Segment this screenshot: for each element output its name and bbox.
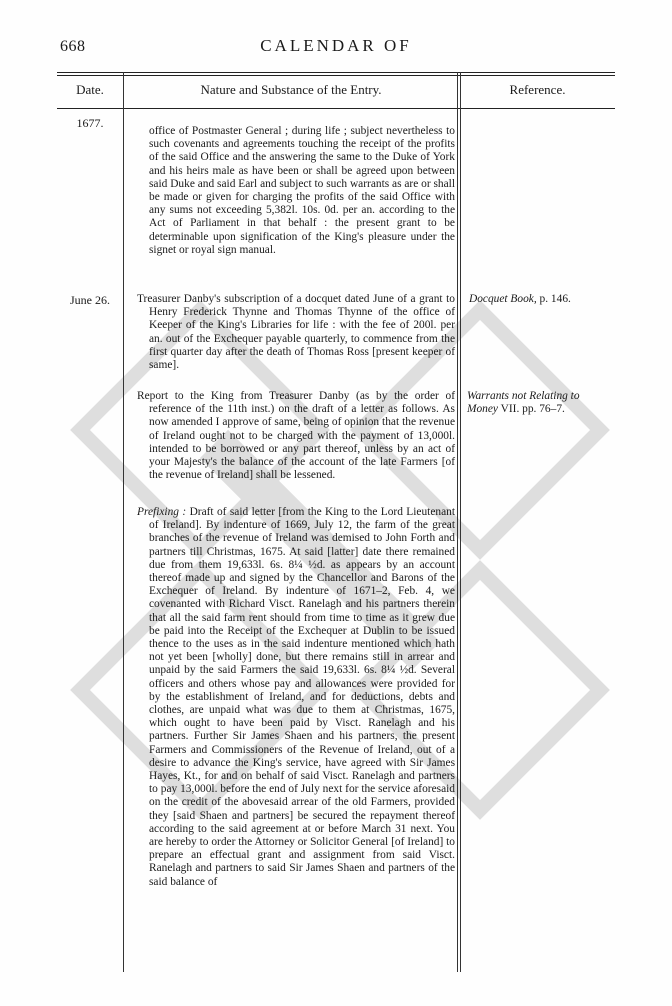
entry-reference [467,390,613,416]
top-rule [57,72,615,76]
page-number: 668 [60,38,86,55]
entry-date: June 26. [70,293,110,307]
date-column-divider [123,72,124,972]
reference-column-divider [457,72,461,972]
header-rule [57,108,615,109]
entry-text [137,293,455,372]
entry-body [137,506,455,889]
calendar-table [57,72,615,972]
entry-reference [469,293,614,306]
entry-text [137,506,455,889]
reference-source: Docquet Book, [469,293,537,305]
entry-body: Treasurer Danby's subscription of a docquet dated June of a grant to Henry Frederick Thynne and Thomas Thynne of the office of Keeper of the King's Libraries for life : with the fee of 200l. per an. out of the Exchequer payable quarterly, to commence from the first quarter day after the death of Thomas Ross [present keeper of same]. [137,293,455,372]
prefixing-text: Draft of said letter [from the King to the Lord Lieutenant of Ireland]. By indenture of 1669, July 12, the farm of the great branches of the revenue of Ireland was demised to John Forth and partners till Christmas, 1675. At said [latter] date there remained due from them 19,633l. 6s. 8¼ ½d. as appears by an account thereof made up and signed by the Chancellor and Barons of the Exchequer of Ireland. By indenture of 1671–2, Feb. 4, we covenanted with Richard Visct. Ranelagh and his partners therein that all the said farm rent should from time to time as it grew due be paid into the Receipt of the Exchequer at Dublin to be issued thence to the uses as in the said indenture mentioned which hath not yet been [wholly] done, but there remains still in arrear and unpaid by the said Farmers the said 19,633l. 6s. 8¼ ½d. Several officers and others whose pay and allowances were provided for by the establishment of Ireland, and for deductions, debts and clothes, are unpaid what was due to them at Christmas, 1675, which ought to have been paid by Visct. Ranelagh and his partners. Further Sir James Shaen and his partners, the present Farmers and Commissioners of the Revenue of Ireland, out of a desire to advance the King's service, have agreed with Sir James Hayes, Kt., for and on behalf of said Visct. Ranelagh and partners to pay 13,000l. before the end of July next for the service aforesaid on the credit of the abovesaid arrear of the old Farmers, provided they [said Shaen and partners] be secured the repayment thereof according to the said agreement at or before March 31 next. You are hereby to order the Attorney or Solicitor General [of Ireland] to prepare an effectual grant and assignment from said Visct. Ranelagh and partners to said Sir James Shaen and partners of the said balance of [149,506,456,888]
reference-column-header: Reference. [509,82,566,97]
entry-body: office of Postmaster General ; during life ; subject nevertheless to such covenants and agreements touching the receipt of the profits of the said Office and the answering the same to the Duke of York and his heirs male as have been or shall be agreed upon between said Duke and said Earl and subject to such warrants as are or shall be made or given for charging the profits of the said Office with any sums not exceeding 5,382l. 10s. 0d. per an. according to the Act of Parliament in that behalf : the present grant to be determinable upon signification of the King's pleasure under the signet or royal sign manual. [149,125,455,256]
page-header [0,30,672,60]
prefixing-label: Prefixing : [137,506,187,518]
reference-page: VII. pp. 76–7. [498,403,565,416]
entry-text [137,390,455,482]
entry-date: 1677. [76,116,104,130]
entry-text [137,125,455,257]
reference-page: p. 146. [536,293,571,305]
date-column-header: Date. [76,82,104,97]
nature-column-header: Nature and Substance of the Entry. [200,82,382,97]
entry-body: Report to the King from Treasurer Danby (as by the order of reference of the 11th inst.) on the draft of a letter as follows. As now amended I approve of same, being of opinion that the revenue of Ireland ought not to be charged with the payment of 13,000l. intended to be borrowed or any part thereof, unless by an act of your Majesty's the balance of the account of the late Farmers [of the revenue of Ireland] shall be lessened. [137,390,455,482]
page-title: CALENDAR OF [260,36,412,55]
reference-source: Warrants not Relating to Money [467,390,580,416]
